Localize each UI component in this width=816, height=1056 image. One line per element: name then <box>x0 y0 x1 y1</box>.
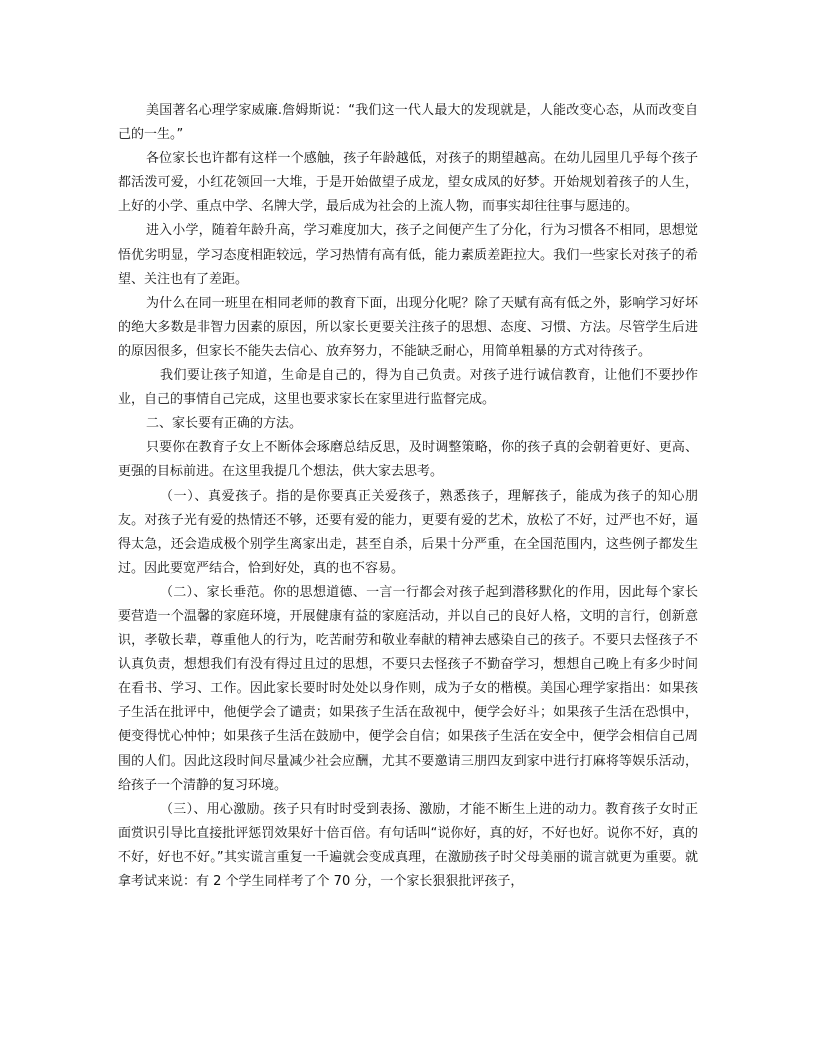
paragraph-quote: 美国著名心理学家威廉.詹姆斯说：“我们这一代人最大的发现就是，人能改变心态，从而改变自己的一生。” <box>118 103 698 143</box>
paragraph-why-differ: 为什么在同一班里在相同老师的教育下面，出现分化呢？除了天赋有高有低之外，影响学习好坏的绝大多数是非智力因素的原因，所以家长更要关注孩子的思想、态度、习惯、方法。尽管学生后进的原因很多，但家长不能失去信心、放弃努力，不能缺乏耐心，用简单粗暴的方式对待孩子。 <box>118 295 698 359</box>
document-page <box>118 99 698 894</box>
paragraph-primary-school: 进入小学，随着年龄升高，学习难度加大，孩子之间便产生了分化，行为习惯各不相同，思想觉悟优劣明显，学习态度相距较远，学习热情有高有低，能力素质差距拉大。我们一些家长对孩子的希望、关注也有了差距。 <box>118 223 698 287</box>
paragraph-role-model: （二）、家长垂范。你的思想道德、一言一行都会对孩子起到潜移默化的作用，因此每个家长要营造一个温馨的家庭环境，开展健康有益的家庭活动，并以自己的良好人格，文明的言行，创新意识，孝敬长辈，尊重他人的行为，吃苦耐劳和敬业奉献的精神去感染自己的孩子。不要只去怪孩子不认真负责，想想我们有没有得过且过的思想，不要只去怪孩子不勤奋学习，想想自己晚上有多少时间在看书、学习、工作。因此家长要时时处处以身作则，成为子女的楷模。美国心理学家指出：如果孩子生活在批评中，他便学会了谴责；如果孩子生活在敌视中，便学会好斗；如果孩子生活在恐惧中，便变得忧心忡忡；如果孩子生活在鼓励中，便学会自信；如果孩子生活在安全中，便学会相信自己周围的人们。因此这段时间尽量减少社会应酬，尤其不要邀请三朋四友到家中进行打麻将等娱乐活动，给孩子一个清静的复习环境。 <box>118 584 698 793</box>
paragraph-love-children: （一）、真爱孩子。指的是你要真正关爱孩子，熟悉孩子，理解孩子，能成为孩子的知心朋友。对孩子光有爱的热情还不够，还要有爱的能力，更要有爱的艺术，放松了不好，过严也不好，逼得太急，还会造成极个别学生离家出走，甚至自杀，后果十分严重，在全国范围内，这些例子都发生过。因此要宽严结合，恰到好处，真的也不容易。 <box>118 488 698 576</box>
paragraph-expectations: 各位家长也许都有这样一个感触，孩子年龄越低，对孩子的期望越高。在幼儿园里几乎每个孩子都活泼可爱，小红花领回一大堆，于是开始做望子成龙，望女成凤的好梦。开始规划着孩子的人生，上好的小学、重点中学、名牌大学，最后成为社会的上流人物，而事实却往往事与愿违的。 <box>118 151 698 215</box>
section-heading-methods: 二、家长要有正确的方法。 <box>146 416 303 432</box>
paragraph-encouragement: （三）、用心激励。孩子只有时时受到表扬、激励，才能不断生上进的动力。教育孩子女时正面赏识引导比直接批评惩罚效果好十倍百倍。有句话叫“说你好，真的好，不好也好。说你不好，真的不好，好也不好。”其实谎言重复一千遍就会变成真理，在激励孩子时父母美丽的谎言就更为重要。就拿考试来说：有 2 个学生同样考了个 70 分，一个家长狠狠批评孩子， <box>118 801 698 889</box>
paragraph-reflection: 只要你在教育子女上不断体会琢磨总结反思，及时调整策略，你的孩子真的会朝着更好、更高、更强的目标前进。在这里我提几个想法，供大家去思考。 <box>118 440 698 480</box>
paragraph-responsibility: 我们要让孩子知道，生命是自己的，得为自己负责。对孩子进行诚信教育，让他们不要抄作业，自己的事情自己完成，这里也要求家长在家里进行监督完成。 <box>118 368 698 408</box>
